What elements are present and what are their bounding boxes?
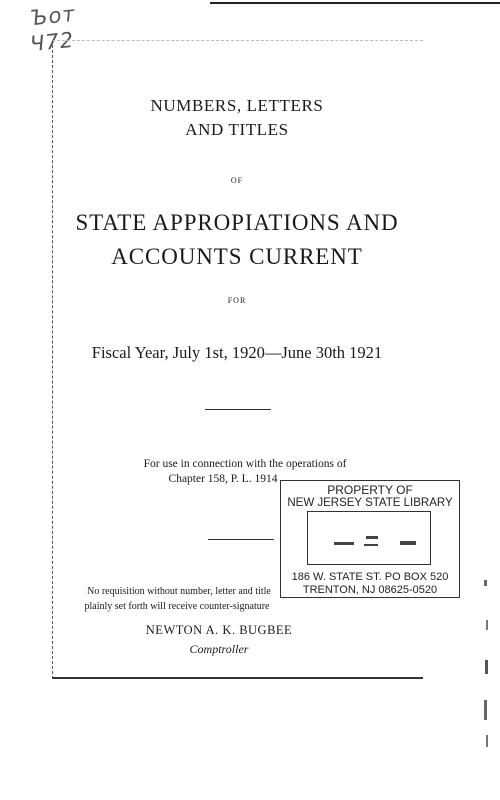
main-title-line-1: STATE APPROPIATIONS AND — [75, 210, 399, 235]
stamp-line-2: NEW JERSEY STATE LIBRARY — [287, 497, 453, 509]
for-label: FOR — [227, 296, 247, 305]
main-title-line-2: ACCOUNTS CURRENT — [111, 244, 363, 269]
stamp-line-4: TRENTON, NJ 08625-0520 — [302, 584, 438, 596]
divider-rule — [205, 409, 271, 410]
requisition-line-2: plainly set forth will receive counter-signature — [84, 601, 270, 612]
handwritten-note-1: Ъот — [28, 1, 77, 31]
stamp-inner-box — [307, 511, 431, 565]
signer-title: Comptroller — [189, 642, 249, 656]
use-line-2: Chapter 158, P. L. 1914 — [168, 473, 278, 485]
divider-rule-2 — [208, 539, 274, 540]
title-line-1: NUMBERS, LETTERS — [150, 96, 324, 115]
stamp-mark — [364, 544, 378, 546]
handwritten-note-2: Ч72 — [28, 27, 76, 57]
stamp-line-3: 186 W. STATE ST. PO BOX 520 — [291, 571, 449, 583]
scan-specks — [482, 560, 492, 760]
library-stamp — [280, 480, 460, 598]
scan-edge — [210, 2, 500, 4]
title-line-2: AND TITLES — [185, 120, 289, 139]
of-label: OF — [230, 176, 244, 185]
signer-name: NEWTON A. K. BUGBEE — [145, 623, 293, 637]
requisition-line-1: No requisition without number, letter and title — [87, 586, 271, 597]
stamp-mark — [366, 536, 378, 539]
stamp-line-1: PROPERTY OF — [327, 483, 413, 497]
stamp-mark — [334, 542, 354, 545]
use-line-1: For use in connection with the operations of — [143, 458, 347, 470]
stamp-mark — [400, 541, 416, 545]
fiscal-year: Fiscal Year, July 1st, 1920—June 30th 1921 — [91, 343, 383, 362]
